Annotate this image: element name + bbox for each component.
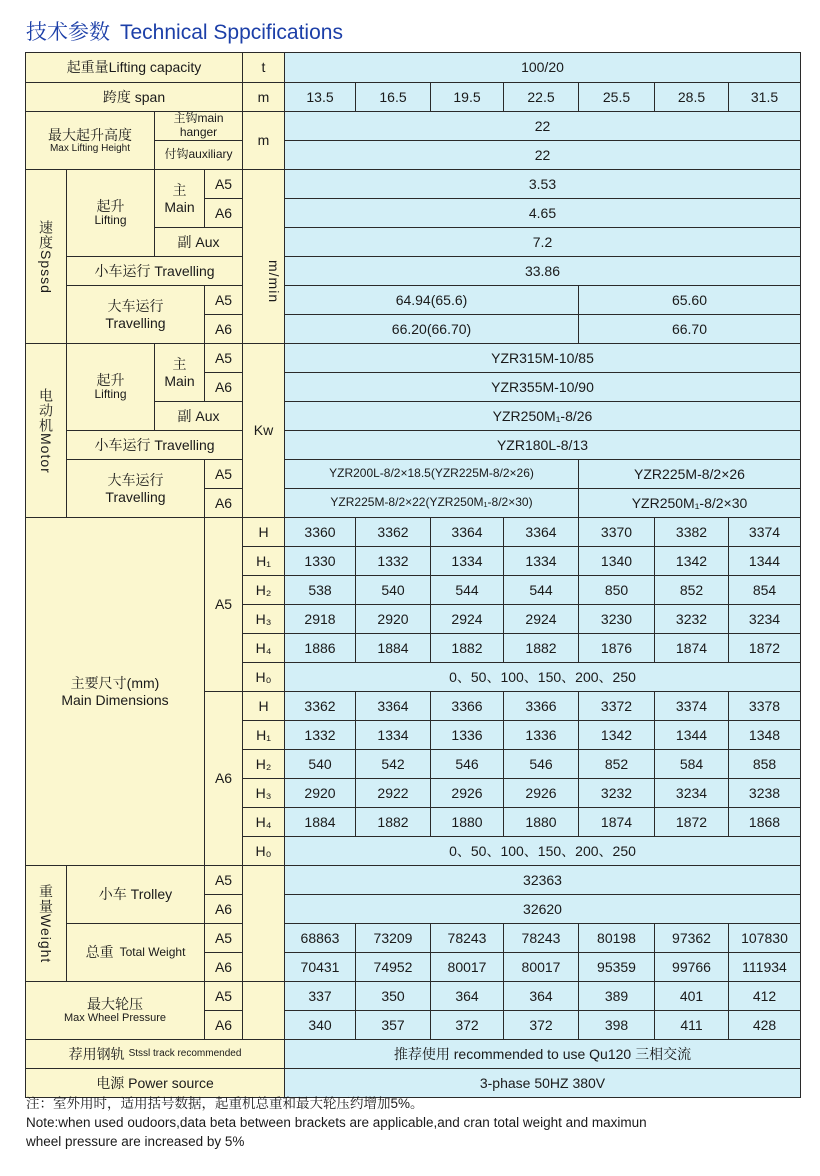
motor-main-a6-label: A6	[204, 372, 243, 402]
dim-value: 1334	[430, 546, 504, 576]
motor-crane-label-en: Travelling	[105, 488, 166, 505]
max-wheel-zh: 最大轮压	[87, 996, 143, 1013]
wheel-a5-label: A5	[204, 981, 243, 1011]
motor-trolley-label: 小车运行 Travelling	[66, 430, 243, 460]
dim-value: 2922	[355, 778, 431, 808]
dim-value: 584	[654, 749, 729, 779]
speed-lifting-label-zh: 起升	[96, 198, 125, 215]
dim-value: 546	[430, 749, 504, 779]
crane-speed-a5-value: 64.94(65.6)	[284, 285, 579, 315]
speed-trolley-label: 小车运行 Travelling	[66, 256, 243, 286]
unit-m-span: m	[242, 82, 285, 112]
total-weight-value: 78243	[503, 923, 579, 953]
dim-value: 1334	[355, 720, 431, 750]
dim-value: 1332	[355, 546, 431, 576]
span-value: 22.5	[503, 82, 579, 112]
dim-value: 544	[503, 575, 579, 605]
dim-value: 1334	[503, 546, 579, 576]
trolley-weight-a5-label: A5	[204, 865, 243, 895]
dim-value: 2918	[284, 604, 356, 634]
max-wheel-pressure-label	[25, 981, 205, 1040]
dim-value: 3364	[503, 517, 579, 547]
weight-group-label: 重量Weight	[25, 865, 67, 982]
total-weight-value: 107830	[728, 923, 801, 953]
wheel-pressure-value: 401	[654, 981, 729, 1011]
max-lift-aux-value: 22	[284, 140, 801, 170]
dim-value: 1340	[578, 546, 655, 576]
speed-crane-label-zh: 大车运行	[107, 298, 164, 315]
unit-t: t	[242, 52, 285, 83]
dim-value: 3378	[728, 691, 801, 721]
speed-main-label: 主 Main	[154, 169, 205, 228]
speed-lifting-label-en: Lifting	[94, 213, 127, 228]
total-weight-value: 68863	[284, 923, 356, 953]
trolley-weight-a5-value: 32363	[284, 865, 801, 895]
max-wheel-en: Max Wheel Pressure	[63, 1012, 167, 1025]
dim-value: 2920	[284, 778, 356, 808]
main-hanger-label: 主钩main hanger	[154, 111, 243, 141]
dim-value: 1880	[430, 807, 504, 837]
dim-row-label: H₁	[242, 720, 285, 750]
total-weight-label	[66, 923, 205, 982]
dim-value: 1868	[728, 807, 801, 837]
title-zh: 技术参数	[26, 20, 110, 44]
power-source-value: 3-phase 50HZ 380V	[284, 1068, 801, 1098]
dim-value: 540	[284, 749, 356, 779]
wheel-unit-blank	[242, 981, 285, 1040]
dim-value: 1344	[728, 546, 801, 576]
motor-trolley-value: YZR180L-8/13	[284, 430, 801, 460]
max-lift-en: Max Lifting Height	[49, 142, 131, 154]
total-weight-value: 95359	[578, 952, 655, 982]
max-lifting-height-label	[25, 111, 155, 170]
dim-value: 2926	[430, 778, 504, 808]
dim-h0-value: 0、50、100、150、200、250	[284, 662, 801, 692]
speed-aux-value: 7.2	[284, 227, 801, 257]
dim-value: 3362	[284, 691, 356, 721]
total-weight-value: 80198	[578, 923, 655, 953]
dim-value: 1872	[654, 807, 729, 837]
motor-lifting-label	[66, 343, 155, 431]
dim-value: 1342	[578, 720, 655, 750]
wheel-pressure-value: 364	[503, 981, 579, 1011]
motor-crane-label	[66, 459, 205, 518]
wheel-pressure-value: 411	[654, 1010, 729, 1040]
rail-label	[25, 1039, 285, 1069]
span-value: 16.5	[355, 82, 431, 112]
weight-unit-blank	[242, 865, 285, 982]
dim-value: 852	[578, 749, 655, 779]
dim-row-label: H₃	[242, 778, 285, 808]
total-weight-value: 80017	[430, 952, 504, 982]
dim-value: 1884	[284, 807, 356, 837]
speed-main-a5-value: 3.53	[284, 169, 801, 199]
title-en: Technical Sppcifications	[120, 21, 343, 44]
dim-value: 1882	[503, 633, 579, 663]
dim-value: 1884	[355, 633, 431, 663]
unit-speed: m/min	[242, 169, 285, 344]
motor-main-label: 主 Main	[154, 343, 205, 402]
lifting-capacity-label: 起重量Lifting capacity	[25, 52, 243, 83]
notes	[26, 1094, 806, 1151]
dim-value: 3232	[654, 604, 729, 634]
motor-main-a5-label: A5	[204, 343, 243, 373]
auxiliary-label: 付钩auxiliary	[154, 140, 243, 170]
motor-group-label: 电动机Motor	[25, 343, 67, 518]
speed-crane-a5-label: A5	[204, 285, 243, 315]
dim-value: 3362	[355, 517, 431, 547]
motor-crane-a5-value: YZR225M-8/2×26	[578, 459, 801, 489]
motor-crane-a6-label: A6	[204, 488, 243, 518]
note-en-line2: wheel pressure are increased by 5%	[26, 1134, 245, 1149]
dim-value: 850	[578, 575, 655, 605]
dim-value: 3382	[654, 517, 729, 547]
crane-speed-a5-value: 65.60	[578, 285, 801, 315]
main-dimensions-label	[25, 517, 205, 866]
speed-crane-a6-label: A6	[204, 314, 243, 344]
speed-main-a6-value: 4.65	[284, 198, 801, 228]
dim-row-label: H₀	[242, 836, 285, 866]
wheel-pressure-value: 372	[430, 1010, 504, 1040]
dim-value: 1330	[284, 546, 356, 576]
total-weight-value: 74952	[355, 952, 431, 982]
dim-value: 2924	[503, 604, 579, 634]
dim-row-label: H₃	[242, 604, 285, 634]
dim-value: 2924	[430, 604, 504, 634]
dim-value: 3364	[430, 517, 504, 547]
dim-value: 1882	[430, 633, 504, 663]
lifting-capacity-value: 100/20	[284, 52, 801, 83]
dim-value: 542	[355, 749, 431, 779]
dim-row-label: H₀	[242, 662, 285, 692]
total-weight-a5-label: A5	[204, 923, 243, 953]
dim-value: 1342	[654, 546, 729, 576]
dim-value: 1882	[355, 807, 431, 837]
dim-value: 1876	[578, 633, 655, 663]
wheel-pressure-value: 372	[503, 1010, 579, 1040]
dim-row-label: H₄	[242, 807, 285, 837]
dim-value: 1874	[654, 633, 729, 663]
dims-a6-label: A6	[204, 691, 243, 866]
total-weight-value: 80017	[503, 952, 579, 982]
dim-value: 852	[654, 575, 729, 605]
wheel-pressure-value: 350	[355, 981, 431, 1011]
dim-value: 1886	[284, 633, 356, 663]
dim-row-label: H₂	[242, 575, 285, 605]
total-weight-a6-label: A6	[204, 952, 243, 982]
dim-value: 1874	[578, 807, 655, 837]
span-value: 13.5	[284, 82, 356, 112]
dim-value: 546	[503, 749, 579, 779]
unit-kw: Kw	[242, 343, 285, 518]
motor-aux-value: YZR250M₁-8/26	[284, 401, 801, 431]
speed-crane-label-en: Travelling	[105, 314, 166, 331]
wheel-pressure-value: 389	[578, 981, 655, 1011]
dim-value: 3234	[728, 604, 801, 634]
speed-main-a5-label: A5	[204, 169, 243, 199]
total-weight-zh: 总重	[85, 944, 114, 961]
dim-value: 854	[728, 575, 801, 605]
wheel-pressure-value: 398	[578, 1010, 655, 1040]
speed-trolley-value: 33.86	[284, 256, 801, 286]
trolley-weight-a6-value: 32620	[284, 894, 801, 924]
dim-value: 3234	[654, 778, 729, 808]
dim-value: 1872	[728, 633, 801, 663]
note-en-line1: Note:when used oudoors,data beta between brackets are applicable,and cran total weight and maximun	[26, 1115, 647, 1130]
span-value: 25.5	[578, 82, 655, 112]
speed-lifting-label	[66, 169, 155, 257]
span-label: 跨度 span	[25, 82, 243, 112]
wheel-pressure-value: 428	[728, 1010, 801, 1040]
dim-value: 3374	[728, 517, 801, 547]
wheel-pressure-value: 337	[284, 981, 356, 1011]
motor-main-a5-value: YZR315M-10/85	[284, 343, 801, 373]
total-weight-value: 78243	[430, 923, 504, 953]
dim-value: 540	[355, 575, 431, 605]
dim-value: 3370	[578, 517, 655, 547]
dim-row-label: H₂	[242, 749, 285, 779]
dim-value: 544	[430, 575, 504, 605]
dim-value: 3238	[728, 778, 801, 808]
motor-crane-a6-value: YZR250M₁-8/2×30	[578, 488, 801, 518]
dim-value: 3364	[355, 691, 431, 721]
motor-crane-a5-label: A5	[204, 459, 243, 489]
total-weight-value: 111934	[728, 952, 801, 982]
motor-crane-a5-value: YZR200L-8/2×18.5(YZR225M-8/2×26)	[284, 459, 579, 489]
total-weight-value: 73209	[355, 923, 431, 953]
dim-value: 1332	[284, 720, 356, 750]
wheel-pressure-value: 364	[430, 981, 504, 1011]
dim-row-label: H	[242, 691, 285, 721]
main-dimensions-label-en: Main Dimensions	[61, 691, 169, 708]
dim-value: 3366	[503, 691, 579, 721]
dim-value: 3230	[578, 604, 655, 634]
main-dimensions-label-zh: 主要尺寸(mm)	[70, 675, 160, 692]
dim-value: 1336	[503, 720, 579, 750]
power-source-label: 电源 Power source	[25, 1068, 285, 1098]
dim-value: 3374	[654, 691, 729, 721]
dim-value: 1880	[503, 807, 579, 837]
wheel-pressure-value: 357	[355, 1010, 431, 1040]
crane-speed-a6-value: 66.70	[578, 314, 801, 344]
max-lift-zh: 最大起升高度	[48, 126, 132, 143]
note-zh: 注：室外用时，适用括号数据，起重机总重和最大轮压约增加5%。	[26, 1096, 424, 1111]
trolley-weight-a6-label: A6	[204, 894, 243, 924]
dims-a5-label: A5	[204, 517, 243, 692]
rail-zh: 荐用钢轨	[68, 1045, 125, 1062]
total-weight-value: 70431	[284, 952, 356, 982]
dim-value: 2926	[503, 778, 579, 808]
dim-value: 538	[284, 575, 356, 605]
dim-h0-value: 0、50、100、150、200、250	[284, 836, 801, 866]
dim-value: 1344	[654, 720, 729, 750]
rail-value: 推荐使用 recommended to use Qu120 三相交流	[284, 1039, 801, 1069]
wheel-pressure-value: 412	[728, 981, 801, 1011]
motor-crane-a6-value: YZR225M-8/2×22(YZR250M₁-8/2×30)	[284, 488, 579, 518]
wheel-a6-label: A6	[204, 1010, 243, 1040]
dim-value: 858	[728, 749, 801, 779]
speed-group-label: 速度Spssd	[25, 169, 67, 344]
trolley-weight-label: 小车 Trolley	[66, 865, 205, 924]
speed-main-a6-label: A6	[204, 198, 243, 228]
speed-crane-label	[66, 285, 205, 344]
total-weight-en: Total Weight	[119, 944, 186, 959]
dim-value: 1336	[430, 720, 504, 750]
dim-value: 3372	[578, 691, 655, 721]
dim-value: 1348	[728, 720, 801, 750]
motor-lifting-label-zh: 起升	[96, 372, 125, 389]
dim-value: 2920	[355, 604, 431, 634]
unit-m-height: m	[242, 111, 285, 170]
crane-speed-a6-value: 66.20(66.70)	[284, 314, 579, 344]
dim-value: 3360	[284, 517, 356, 547]
dim-row-label: H₁	[242, 546, 285, 576]
motor-lifting-label-en: Lifting	[94, 387, 127, 402]
motor-main-a6-value: YZR355M-10/90	[284, 372, 801, 402]
rail-en: Stssl track recommended	[128, 1048, 242, 1060]
motor-aux-label: 副 Aux	[154, 401, 243, 431]
dim-value: 3232	[578, 778, 655, 808]
total-weight-value: 99766	[654, 952, 729, 982]
span-value: 28.5	[654, 82, 729, 112]
motor-crane-label-zh: 大车运行	[107, 472, 164, 489]
wheel-pressure-value: 340	[284, 1010, 356, 1040]
dim-value: 3366	[430, 691, 504, 721]
speed-aux-label: 副 Aux	[154, 227, 243, 257]
max-lift-main-value: 22	[284, 111, 801, 141]
dim-row-label: H₄	[242, 633, 285, 663]
span-value: 31.5	[728, 82, 801, 112]
dim-row-label: H	[242, 517, 285, 547]
span-value: 19.5	[430, 82, 504, 112]
total-weight-value: 97362	[654, 923, 729, 953]
